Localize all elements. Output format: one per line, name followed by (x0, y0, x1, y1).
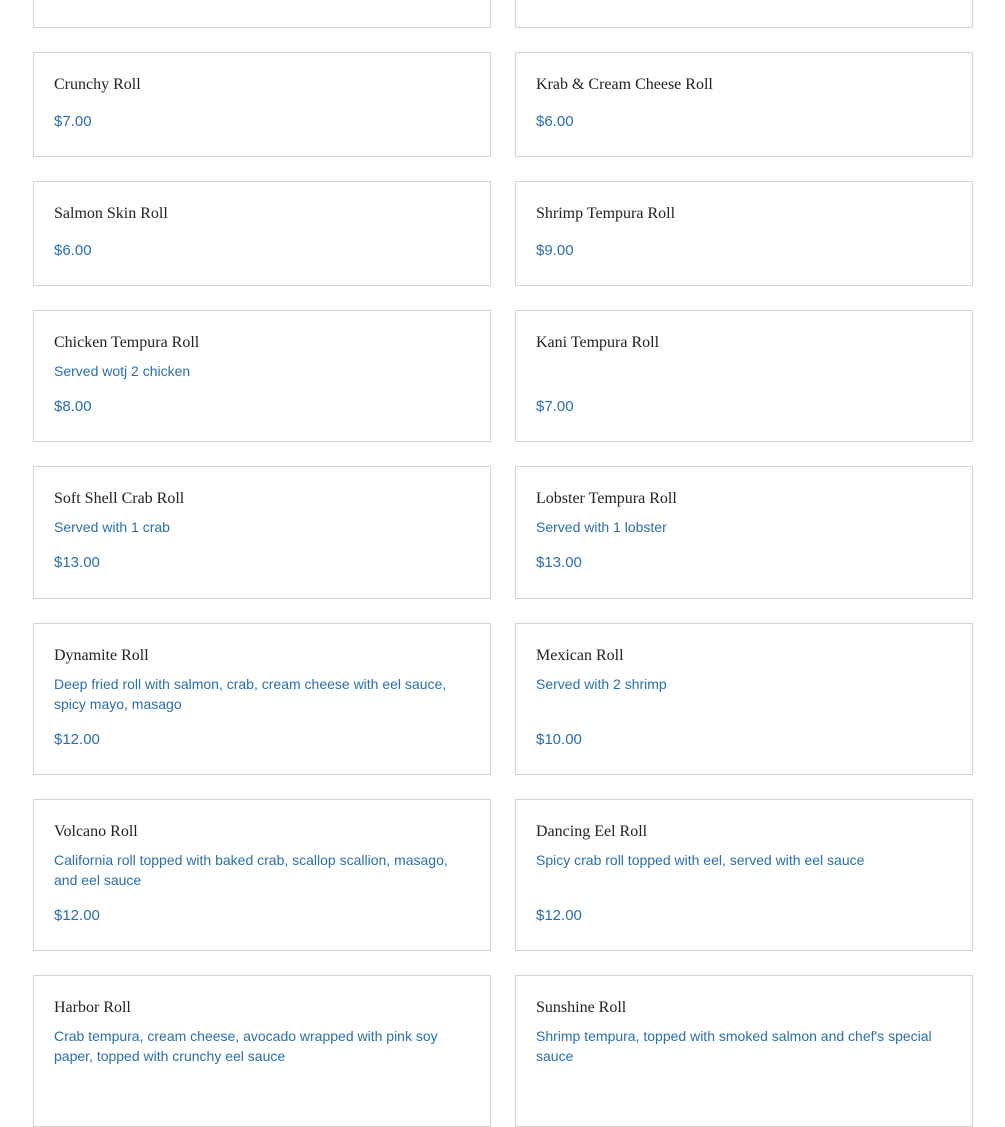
menu-item-name: Crunchy Roll (54, 76, 141, 93)
menu-item-description: Crab tempura, cream cheese, avocado wrapped with pink soy paper, topped with crunchy eel sauce (54, 1028, 438, 1064)
menu-item-price: $6.00 (536, 113, 574, 130)
menu-item-name: Dynamite Roll (54, 647, 149, 664)
menu-item-card[interactable] (515, 52, 973, 157)
menu-item-card[interactable] (515, 466, 973, 599)
menu-item-card[interactable] (515, 0, 973, 28)
menu-item-description: Served with 2 shrimp (536, 676, 667, 692)
menu-item-name: Chicken Tempura Roll (54, 334, 200, 351)
menu-item-card[interactable] (33, 52, 491, 157)
menu-item-card[interactable] (33, 975, 491, 1127)
menu-item-name: Lobster Tempura Roll (536, 490, 677, 507)
menu-item-name: Salmon Skin Roll (54, 205, 168, 222)
menu-item-description: Served with 1 lobster (536, 519, 667, 535)
menu-item-card[interactable] (33, 310, 491, 442)
menu-item-name: Shrimp Tempura Roll (536, 205, 676, 222)
menu-item-card[interactable] (33, 799, 491, 951)
menu-item-price: $7.00 (536, 398, 574, 415)
menu-item-price: $6.00 (54, 242, 92, 259)
menu-item-card[interactable] (33, 181, 491, 286)
menu-item-name: Dancing Eel Roll (536, 823, 648, 840)
menu-item-price: $7.00 (54, 113, 92, 130)
menu-item-card[interactable] (33, 0, 491, 28)
menu-item-name: Krab & Cream Cheese Roll (536, 76, 713, 93)
menu-item-name: Mexican Roll (536, 647, 624, 664)
menu-item-price: $9.00 (536, 242, 574, 259)
menu-item-price: $10.00 (536, 731, 582, 748)
menu-item-price: $12.00 (54, 731, 100, 748)
menu-item-card[interactable] (33, 466, 491, 599)
menu-item-description: Shrimp tempura, topped with smoked salmon and chef's special sauce (536, 1028, 932, 1064)
menu-item-name: Sunshine Roll (536, 999, 627, 1016)
menu-item-description: Deep fried roll with salmon, crab, cream cheese with eel sauce, spicy mayo, masago (54, 676, 447, 712)
menu-item-card[interactable] (33, 623, 491, 775)
menu-item-price: $8.00 (54, 398, 92, 415)
menu-item-price: $12.00 (54, 907, 100, 924)
menu-item-card[interactable] (515, 310, 973, 442)
menu-item-price: $12.00 (536, 907, 582, 924)
menu-item-description: California roll topped with baked crab, scallop scallion, masago, and eel sauce (54, 852, 448, 888)
menu-item-name: Kani Tempura Roll (536, 334, 660, 351)
menu-item-card[interactable] (515, 623, 973, 775)
menu-item-description: Served with 1 crab (54, 519, 170, 535)
menu-item-name: Soft Shell Crab Roll (54, 490, 185, 507)
menu-item-description: Spicy crab roll topped with eel, served with eel sauce (536, 852, 865, 868)
menu-item-card[interactable] (515, 975, 973, 1127)
menu-item-card[interactable] (515, 799, 973, 951)
menu-item-price: $13.00 (536, 554, 582, 571)
menu-item-description: Served wotj 2 chicken (54, 363, 191, 379)
menu-item-description (536, 361, 952, 381)
menu-item-name: Harbor Roll (54, 999, 131, 1016)
menu-item-name: Volcano Roll (54, 823, 138, 840)
menu-grid (33, 0, 973, 1127)
menu-item-card[interactable] (515, 181, 973, 286)
menu-item-price: $13.00 (54, 554, 100, 571)
